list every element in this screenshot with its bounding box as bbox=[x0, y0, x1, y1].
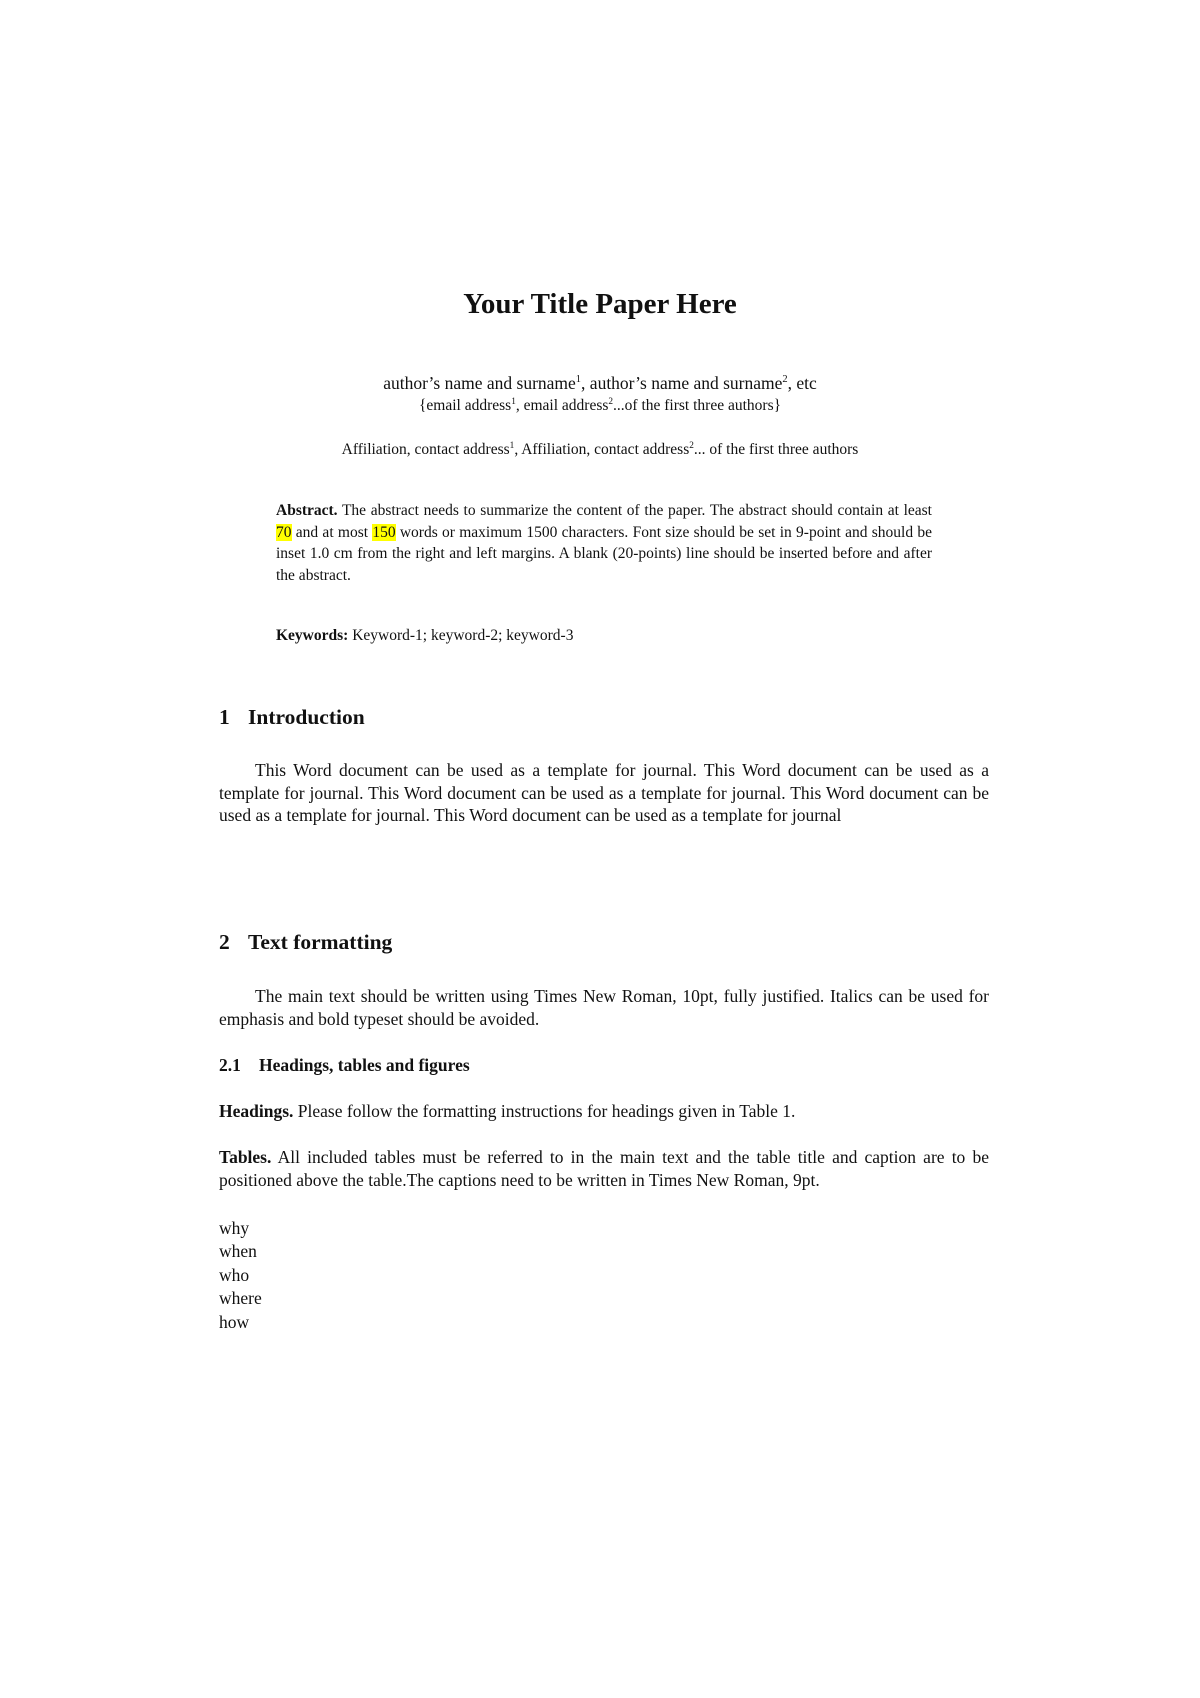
abstract-block bbox=[276, 500, 932, 586]
author-separator: , bbox=[581, 373, 590, 393]
affiliation-part-1: Affiliation, contact address bbox=[341, 441, 510, 458]
section-number: 1 bbox=[219, 705, 230, 729]
abstract-min-words-highlight: 70 bbox=[276, 523, 292, 541]
text-formatting-paragraph: The main text should be written using Times New Roman, 10pt, fully justified. Italics can be used for emphasis and bold typeset should be avoided. bbox=[219, 986, 989, 1029]
author-line bbox=[0, 372, 1200, 394]
email-1-superscript: 1 bbox=[511, 396, 516, 407]
headings-label: Headings. bbox=[219, 1101, 294, 1121]
affiliation-part-2: , Affiliation, contact address bbox=[514, 441, 690, 458]
author-etc: , etc bbox=[787, 373, 817, 393]
affiliation-2-superscript: 2 bbox=[689, 440, 694, 451]
subsection-heading-headings-tables-figures bbox=[219, 1054, 470, 1076]
author-2-superscript: 2 bbox=[782, 374, 788, 386]
section-title: Introduction bbox=[248, 705, 365, 729]
keywords-label: Keywords: bbox=[276, 627, 349, 644]
email-middle: , email address bbox=[515, 397, 609, 414]
email-close: ...of the first three authors} bbox=[613, 397, 782, 414]
section-heading-text-formatting bbox=[219, 928, 392, 956]
subsection-number: 2.1 bbox=[219, 1055, 241, 1075]
affiliation-1-superscript: 1 bbox=[509, 440, 515, 451]
introduction-paragraph: This Word document can be used as a template for journal. This Word document can be used as a template for journal. This Word document can be used as a template for journal. This Word document can be used as a template for journal. This Word document can be used as a template for journal bbox=[219, 760, 989, 825]
email-open: {email address bbox=[418, 397, 512, 414]
paper-title: Your Title Paper Here bbox=[463, 288, 737, 320]
email-line bbox=[0, 396, 1200, 416]
list-item-why: why bbox=[219, 1218, 250, 1238]
headings-paragraph bbox=[219, 1100, 989, 1123]
section-heading-introduction bbox=[219, 703, 365, 731]
abstract-text-1: The abstract needs to summarize the content of the paper. The abstract should contain at least bbox=[337, 502, 932, 519]
abstract-label: Abstract. bbox=[276, 502, 338, 519]
headings-text: Please follow the formatting instructions for headings given in Table 1. bbox=[293, 1101, 796, 1121]
tables-paragraph bbox=[219, 1146, 989, 1191]
keywords-text: Keyword-1; keyword-2; keyword-3 bbox=[348, 627, 574, 644]
author-2-name: author’s name and surname bbox=[589, 373, 783, 393]
list-item-how: how bbox=[219, 1312, 250, 1332]
abstract-max-words-highlight: 150 bbox=[372, 523, 396, 541]
subsection-title: Headings, tables and figures bbox=[259, 1055, 470, 1075]
list-item-where: where bbox=[219, 1288, 262, 1308]
affiliation-line bbox=[0, 440, 1200, 460]
affiliation-part-3: ... of the first three authors bbox=[693, 441, 859, 458]
list-item-who: who bbox=[219, 1265, 250, 1285]
abstract-text-3: words or maximum 1500 characters. Font size should be set in 9-point and should be inset 1.0 cm from the right and left margins. A blank (20-points) line should be inserted before and after the abstract. bbox=[276, 523, 932, 584]
tables-label: Tables. bbox=[219, 1147, 272, 1167]
list-item-when: when bbox=[219, 1241, 257, 1261]
section-number: 2 bbox=[219, 930, 230, 954]
author-1-name: author’s name and surname bbox=[383, 373, 576, 393]
author-1-superscript: 1 bbox=[575, 374, 582, 386]
tables-text: All included tables must be referred to in the main text and the table title and caption are to be positioned above the table.The captions need to be written in Times New Roman, 9pt. bbox=[219, 1147, 989, 1190]
abstract-text-2: and at most bbox=[291, 523, 373, 541]
email-2-superscript: 2 bbox=[608, 396, 614, 407]
keywords-block bbox=[276, 625, 932, 646]
section-title: Text formatting bbox=[248, 930, 393, 954]
